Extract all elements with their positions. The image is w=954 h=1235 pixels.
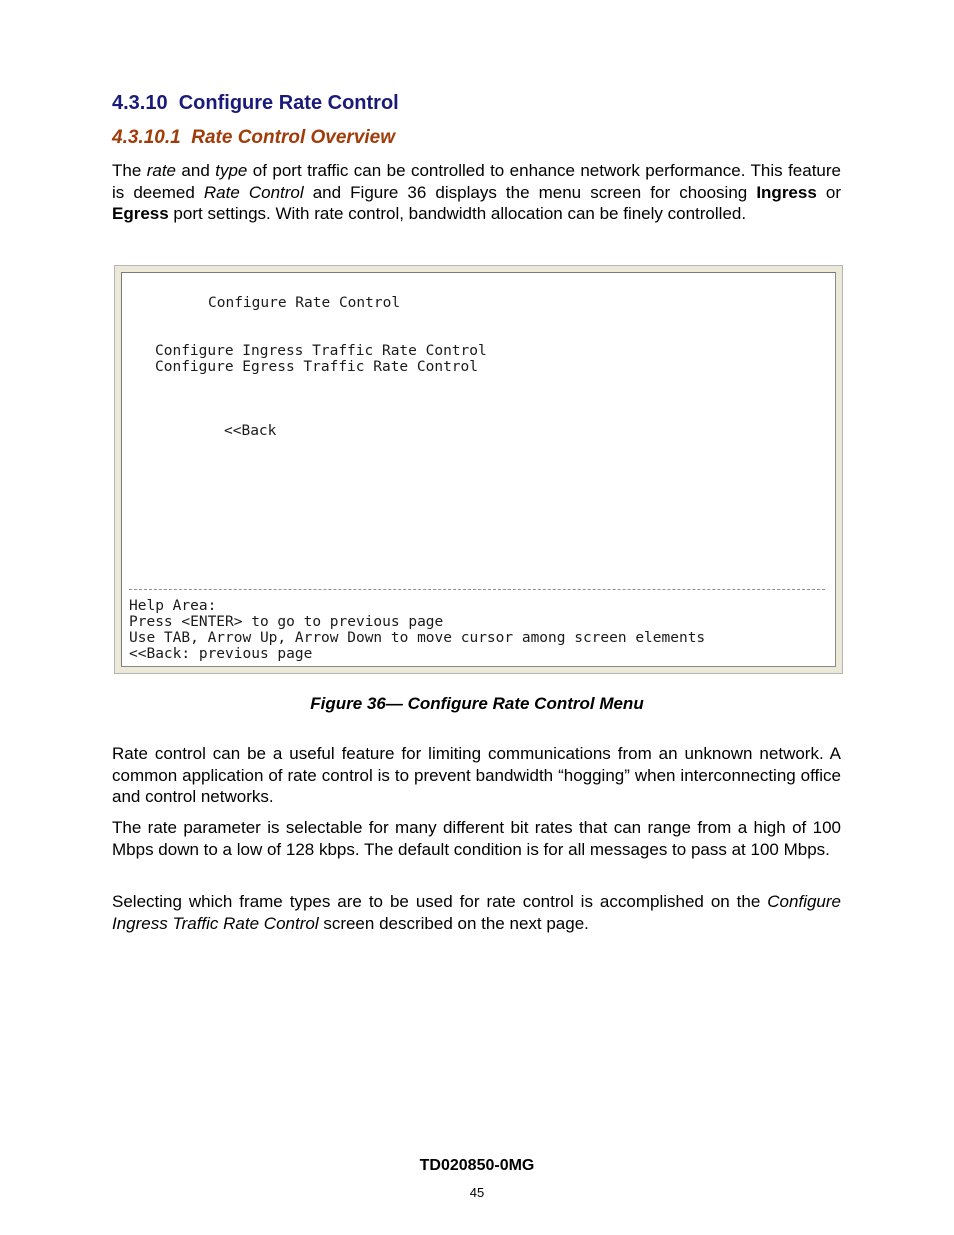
intro-text: of port traffic can be controlled to enhance network performance. This feature is deemed (112, 161, 841, 202)
help-line: Use TAB, Arrow Up, Arrow Down to move cursor among screen elements (129, 630, 706, 646)
para-em-screen-name: Configure Ingress Traffic Rate Control (112, 892, 841, 933)
intro-text: and Figure 36 displays the menu screen for choosing (303, 182, 757, 202)
body-paragraph: Rate control can be a useful feature for limiting communications from an unknown network. A common application of rate control is to prevent bandwidth “hogging” when interconnecting office and control networks. (112, 744, 841, 806)
section-heading (112, 92, 399, 115)
body-paragraph (112, 891, 841, 934)
footer-page-number: 45 (469, 1185, 485, 1200)
intro-paragraph (112, 160, 841, 225)
help-line: Press <ENTER> to go to previous page (129, 614, 444, 630)
intro-text: The (112, 161, 147, 180)
section-title: Configure Rate Control (178, 92, 399, 114)
figure-screenshot (114, 265, 843, 674)
intro-em-rate-control: Rate Control (203, 182, 304, 202)
intro-text: and (176, 161, 216, 180)
subsection-heading (112, 127, 395, 149)
help-heading: Help Area: (129, 598, 217, 614)
figure-caption: Figure 36— Configure Rate Control Menu (310, 694, 644, 713)
subsection-number: 4.3.10.1 (112, 127, 181, 148)
screen-title: Configure Rate Control (208, 295, 401, 311)
help-divider (129, 589, 825, 590)
para-text: Selecting which frame types are to be used for rate control is accomplished on the (112, 892, 768, 911)
intro-text: or (816, 182, 841, 202)
menu-item-egress[interactable]: Configure Egress Traffic Rate Control (155, 359, 479, 375)
intro-bold-ingress: Ingress (756, 182, 817, 202)
subsection-title: Rate Control Overview (191, 127, 396, 148)
section-number: 4.3.10 (112, 92, 168, 114)
terminal-screen (121, 272, 836, 667)
intro-bold-egress: Egress (112, 204, 169, 223)
body-paragraph: The rate parameter is selectable for many different bit rates that can range from a high of 100 Mbps down to a low of 128 kbps. The default condition is for all messages to pass at 100 Mbps. (112, 818, 841, 859)
intro-em-rate: rate (146, 161, 177, 180)
intro-em-type: type (215, 161, 248, 180)
menu-item-ingress[interactable]: Configure Ingress Traffic Rate Control (155, 343, 487, 359)
help-line: <<Back: previous page (129, 646, 313, 662)
para-text: screen described on the next page. (318, 913, 589, 933)
footer-document-id: TD020850-0MG (419, 1157, 535, 1174)
back-link[interactable]: <<Back (224, 423, 277, 439)
intro-text: port settings. With rate control, bandwidth allocation can be finely controlled. (168, 204, 747, 223)
